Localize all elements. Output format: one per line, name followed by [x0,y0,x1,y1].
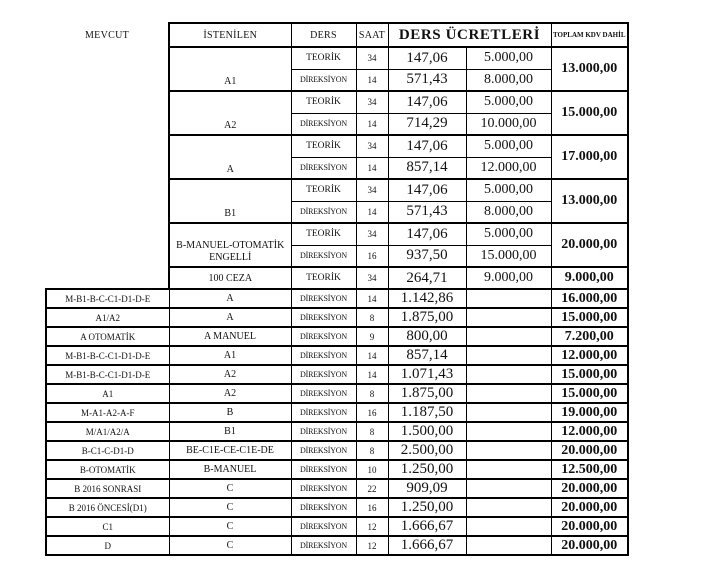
saat-cell: 16 [356,403,388,422]
table-row [46,536,628,555]
istenilen-cell: C [169,479,291,498]
saat-cell: 12 [356,517,388,536]
total-cell: 15.000,00 [551,91,628,135]
amount-cell [466,365,551,384]
table-row [46,267,628,289]
total-cell: 17.000,00 [551,135,628,179]
amount-cell: 10.000,00 [466,113,551,135]
mevcut-cell: A1 [46,384,169,403]
unit-price-cell: 147,06 [388,135,466,157]
unit-price-cell: 571,43 [388,69,466,91]
mevcut-empty [46,201,169,223]
ders-cell: DİREKSİYON [291,289,356,308]
amount-cell [466,327,551,346]
ders-cell: DİREKSİYON [291,498,356,517]
table-row [46,498,628,517]
unit-price-cell: 1.250,00 [388,460,466,479]
mevcut-empty [46,157,169,179]
table-row [46,441,628,460]
unit-price-cell: 1.875,00 [388,308,466,327]
ders-cell: TEORİK [291,267,356,289]
total-cell: 12.000,00 [551,422,628,441]
istenilen-cell: A [169,135,291,179]
total-cell: 15.000,00 [551,365,628,384]
unit-price-cell: 1.187,50 [388,403,466,422]
total-cell: 12.500,00 [551,460,628,479]
amount-cell: 5.000,00 [466,223,551,245]
mevcut-empty [46,267,169,289]
unit-price-cell: 2.500,00 [388,441,466,460]
saat-cell: 8 [356,308,388,327]
ders-cell: DİREKSİYON [291,384,356,403]
istenilen-cell: B [169,403,291,422]
table-row [46,384,628,403]
amount-cell [466,498,551,517]
mevcut-empty [46,179,169,201]
table-row [46,308,628,327]
amount-cell: 12.000,00 [466,157,551,179]
unit-price-cell: 1.071,43 [388,365,466,384]
total-cell: 12.000,00 [551,346,628,365]
mevcut-cell: M-B1-B-C-C1-D1-D-E [46,289,169,308]
saat-cell: 34 [356,91,388,113]
total-cell: 20.000,00 [551,498,628,517]
istenilen-cell: C [169,498,291,517]
ders-cell: DİREKSİYON [291,460,356,479]
table-row [46,245,628,267]
unit-price-cell: 147,06 [388,91,466,113]
mevcut-cell: B 2016 ÖNCESİ(D1) [46,498,169,517]
total-cell: 19.000,00 [551,403,628,422]
unit-price-cell: 147,06 [388,47,466,69]
amount-cell: 5.000,00 [466,179,551,201]
table-row [46,422,628,441]
saat-cell: 16 [356,245,388,267]
ders-cell: DİREKSİYON [291,517,356,536]
amount-cell: 9.000,00 [466,267,551,289]
mevcut-cell: M-B1-B-C-C1-D1-D-E [46,365,169,384]
total-cell: 16.000,00 [551,289,628,308]
table-row [46,91,628,113]
mevcut-cell: M-B1-B-C-C1-D1-D-E [46,346,169,365]
unit-price-cell: 147,06 [388,179,466,201]
total-cell: 13.000,00 [551,47,628,91]
table-row [46,403,628,422]
amount-cell [466,346,551,365]
mevcut-empty [46,135,169,157]
saat-cell: 8 [356,422,388,441]
table-row [46,460,628,479]
mevcut-empty [46,91,169,113]
ders-cell: TEORİK [291,47,356,69]
mevcut-empty [46,245,169,267]
amount-cell: 5.000,00 [466,135,551,157]
istenilen-cell: A2 [169,91,291,135]
istenilen-cell: B-MANUEL-OTOMATİK ENGELLİ [169,223,291,267]
unit-price-cell: 1.666,67 [388,536,466,555]
mevcut-cell: M/A1/A2/A [46,422,169,441]
istenilen-cell: A [169,289,291,308]
header-istenilen: İSTENİLEN [169,23,291,47]
amount-cell [466,536,551,555]
amount-cell: 5.000,00 [466,91,551,113]
mevcut-cell: B 2016 SONRASI [46,479,169,498]
mevcut-cell: A1/A2 [46,308,169,327]
amount-cell [466,308,551,327]
unit-price-cell: 714,29 [388,113,466,135]
amount-cell: 15.000,00 [466,245,551,267]
ders-cell: DİREKSİYON [291,327,356,346]
saat-cell: 14 [356,69,388,91]
saat-cell: 12 [356,536,388,555]
mevcut-cell: D [46,536,169,555]
ders-cell: DİREKSİYON [291,536,356,555]
ders-cell: DİREKSİYON [291,346,356,365]
total-cell: 7.200,00 [551,327,628,346]
istenilen-cell: A1 [169,346,291,365]
ders-cell: DİREKSİYON [291,479,356,498]
mevcut-empty [46,47,169,69]
istenilen-cell: BE-C1E-CE-C1E-DE [169,441,291,460]
mevcut-empty [46,113,169,135]
table-row [46,289,628,308]
istenilen-cell: B1 [169,179,291,223]
amount-cell [466,403,551,422]
mevcut-cell: A OTOMATİK [46,327,169,346]
table-row [46,135,628,157]
ders-cell: DİREKSİYON [291,201,356,223]
unit-price-cell: 1.250,00 [388,498,466,517]
mevcut-cell: C1 [46,517,169,536]
saat-cell: 34 [356,47,388,69]
saat-cell: 8 [356,441,388,460]
amount-cell [466,479,551,498]
total-cell: 20.000,00 [551,536,628,555]
table-row [46,47,628,69]
saat-cell: 34 [356,179,388,201]
saat-cell: 8 [356,384,388,403]
total-cell: 9.000,00 [551,267,628,289]
ders-cell: DİREKSİYON [291,403,356,422]
total-cell: 20.000,00 [551,517,628,536]
total-cell: 20.000,00 [551,441,628,460]
amount-cell [466,441,551,460]
ders-cell: DİREKSİYON [291,365,356,384]
ders-cell: TEORİK [291,91,356,113]
mevcut-empty [46,223,169,245]
table-row [46,69,628,91]
unit-price-cell: 1.142,86 [388,289,466,308]
total-cell: 15.000,00 [551,308,628,327]
saat-cell: 14 [356,289,388,308]
istenilen-cell: C [169,517,291,536]
ders-cell: TEORİK [291,223,356,245]
amount-cell [466,460,551,479]
mevcut-cell: B-C1-C-D1-D [46,441,169,460]
mevcut-cell: M-A1-A2-A-F [46,403,169,422]
ders-cell: DİREKSİYON [291,441,356,460]
saat-cell: 10 [356,460,388,479]
amount-cell [466,289,551,308]
unit-price-cell: 264,71 [388,267,466,289]
header-saat: SAAT [356,23,388,47]
unit-price-cell: 1.875,00 [388,384,466,403]
table-row [46,179,628,201]
saat-cell: 16 [356,498,388,517]
saat-cell: 9 [356,327,388,346]
table-row [46,479,628,498]
unit-price-cell: 857,14 [388,346,466,365]
unit-price-cell: 937,50 [388,245,466,267]
total-cell: 20.000,00 [551,223,628,267]
header-toplam-kdv-dahil: TOPLAM KDV DAHİL [551,23,628,47]
ders-cell: DİREKSİYON [291,113,356,135]
mevcut-empty [46,69,169,91]
istenilen-cell: 100 CEZA [169,267,291,289]
header-row [46,23,628,47]
unit-price-cell: 909,09 [388,479,466,498]
saat-cell: 14 [356,365,388,384]
amount-cell: 8.000,00 [466,69,551,91]
total-cell: 20.000,00 [551,479,628,498]
amount-cell: 8.000,00 [466,201,551,223]
unit-price-cell: 1.666,67 [388,517,466,536]
saat-cell: 14 [356,346,388,365]
table-row [46,157,628,179]
istenilen-cell: B1 [169,422,291,441]
table-row [46,201,628,223]
saat-cell: 14 [356,201,388,223]
total-cell: 13.000,00 [551,179,628,223]
saat-cell: 34 [356,135,388,157]
table-row [46,113,628,135]
ders-cell: DİREKSİYON [291,69,356,91]
mevcut-cell: B-OTOMATİK [46,460,169,479]
unit-price-cell: 1.500,00 [388,422,466,441]
ders-cell: DİREKSİYON [291,157,356,179]
table-row [46,327,628,346]
unit-price-cell: 147,06 [388,223,466,245]
fees-table [45,22,629,556]
amount-cell: 5.000,00 [466,47,551,69]
istenilen-cell: B-MANUEL [169,460,291,479]
istenilen-cell: A [169,308,291,327]
istenilen-cell: A MANUEL [169,327,291,346]
total-cell: 15.000,00 [551,384,628,403]
ders-cell: DİREKSİYON [291,422,356,441]
amount-cell [466,422,551,441]
saat-cell: 22 [356,479,388,498]
unit-price-cell: 571,43 [388,201,466,223]
ders-cell: TEORİK [291,135,356,157]
header-mevcut: MEVCUT [84,29,130,41]
table-row [46,223,628,245]
ders-cell: DİREKSİYON [291,245,356,267]
header-ders-ucretleri: DERS ÜCRETLERİ [388,23,551,47]
unit-price-cell: 857,14 [388,157,466,179]
table-row [46,517,628,536]
amount-cell [466,384,551,403]
saat-cell: 34 [356,267,388,289]
istenilen-cell: A2 [169,384,291,403]
table-row [46,365,628,384]
saat-cell: 14 [356,157,388,179]
ders-cell: TEORİK [291,179,356,201]
header-ders: DERS [291,23,356,47]
saat-cell: 14 [356,113,388,135]
istenilen-cell: C [169,536,291,555]
amount-cell [466,517,551,536]
table-row [46,346,628,365]
ders-cell: DİREKSİYON [291,308,356,327]
istenilen-cell: A1 [169,47,291,91]
istenilen-cell: A2 [169,365,291,384]
saat-cell: 34 [356,223,388,245]
unit-price-cell: 800,00 [388,327,466,346]
